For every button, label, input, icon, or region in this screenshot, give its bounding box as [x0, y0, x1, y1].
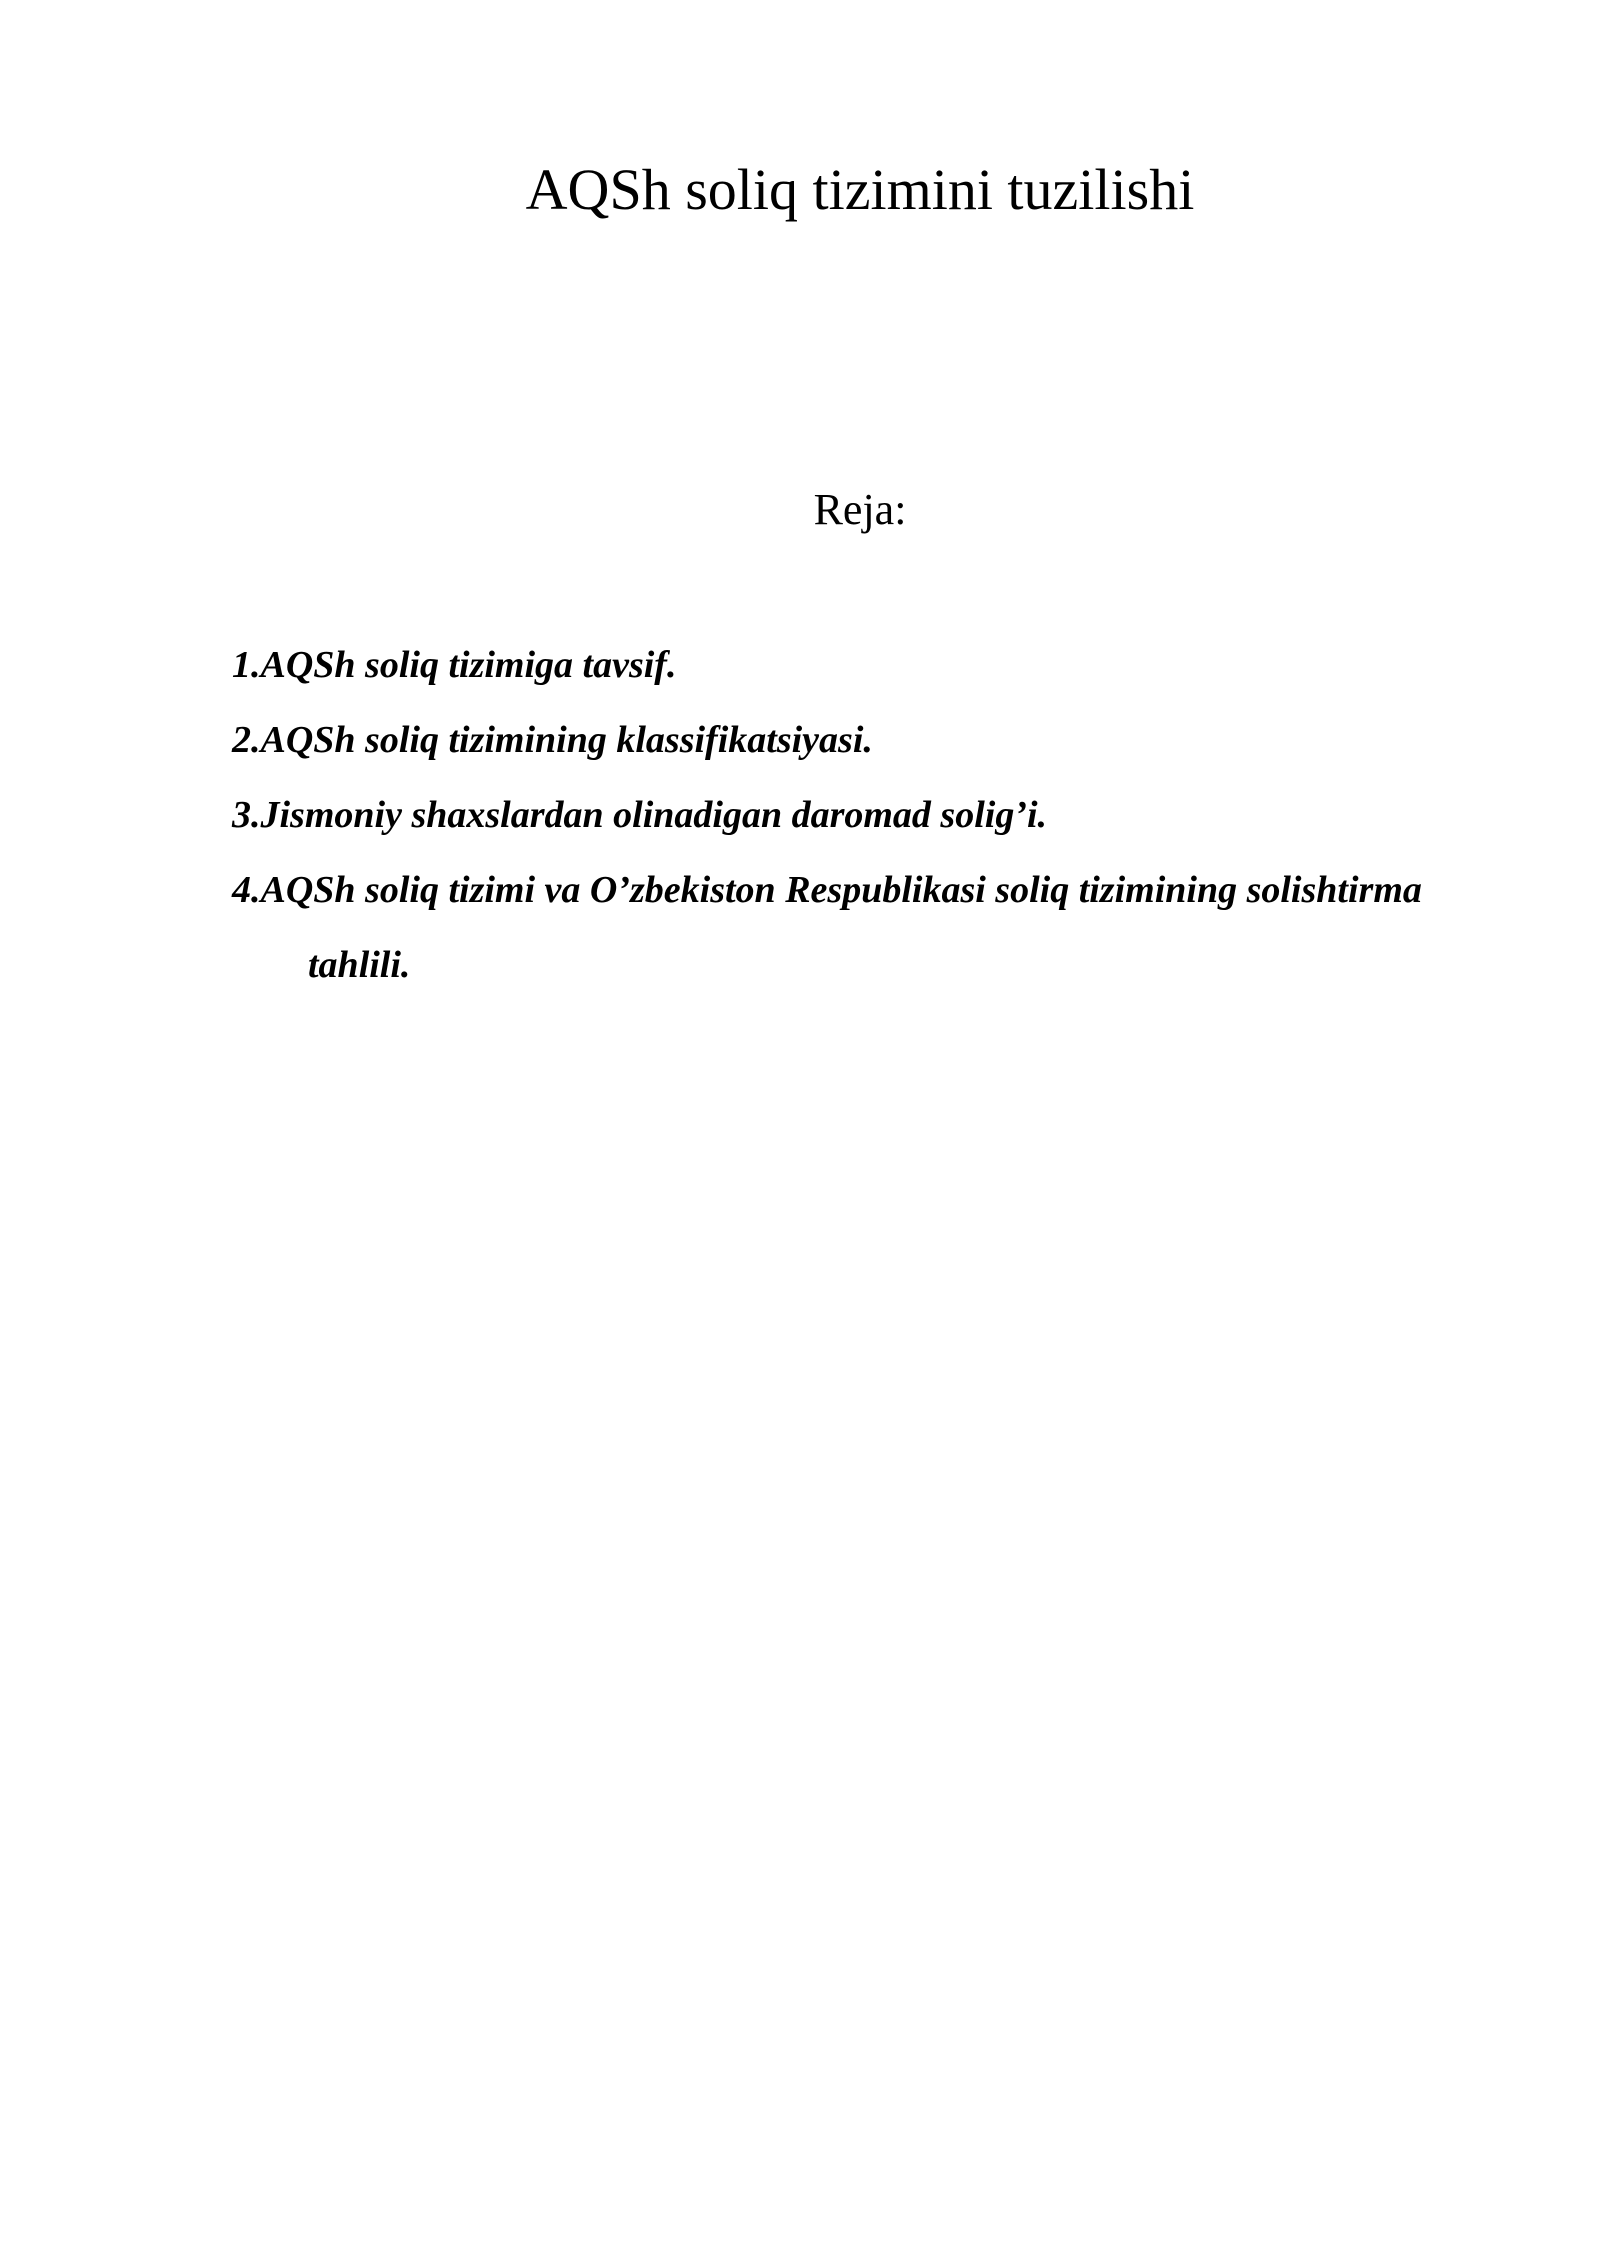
document-title: AQSh soliq tizimini tuzilishi: [525, 157, 1195, 222]
plan-item-4: 4.AQSh soliq tizimi va O’zbekiston Respublikasi soliq tizimining solishtirma tahlili.: [232, 869, 1422, 986]
plan-item-1: 1.AQSh soliq tizimiga tavsif.: [232, 644, 677, 686]
plan-item-3: 3.Jismoniy shaxslardan olinadigan daromad solig’i.: [232, 794, 1048, 836]
plan-heading: Reja:: [813, 485, 907, 534]
plan-list: [232, 628, 1432, 1003]
plan-item-2: 2.AQSh soliq tizimining klassifikatsiyasi.: [232, 719, 873, 761]
